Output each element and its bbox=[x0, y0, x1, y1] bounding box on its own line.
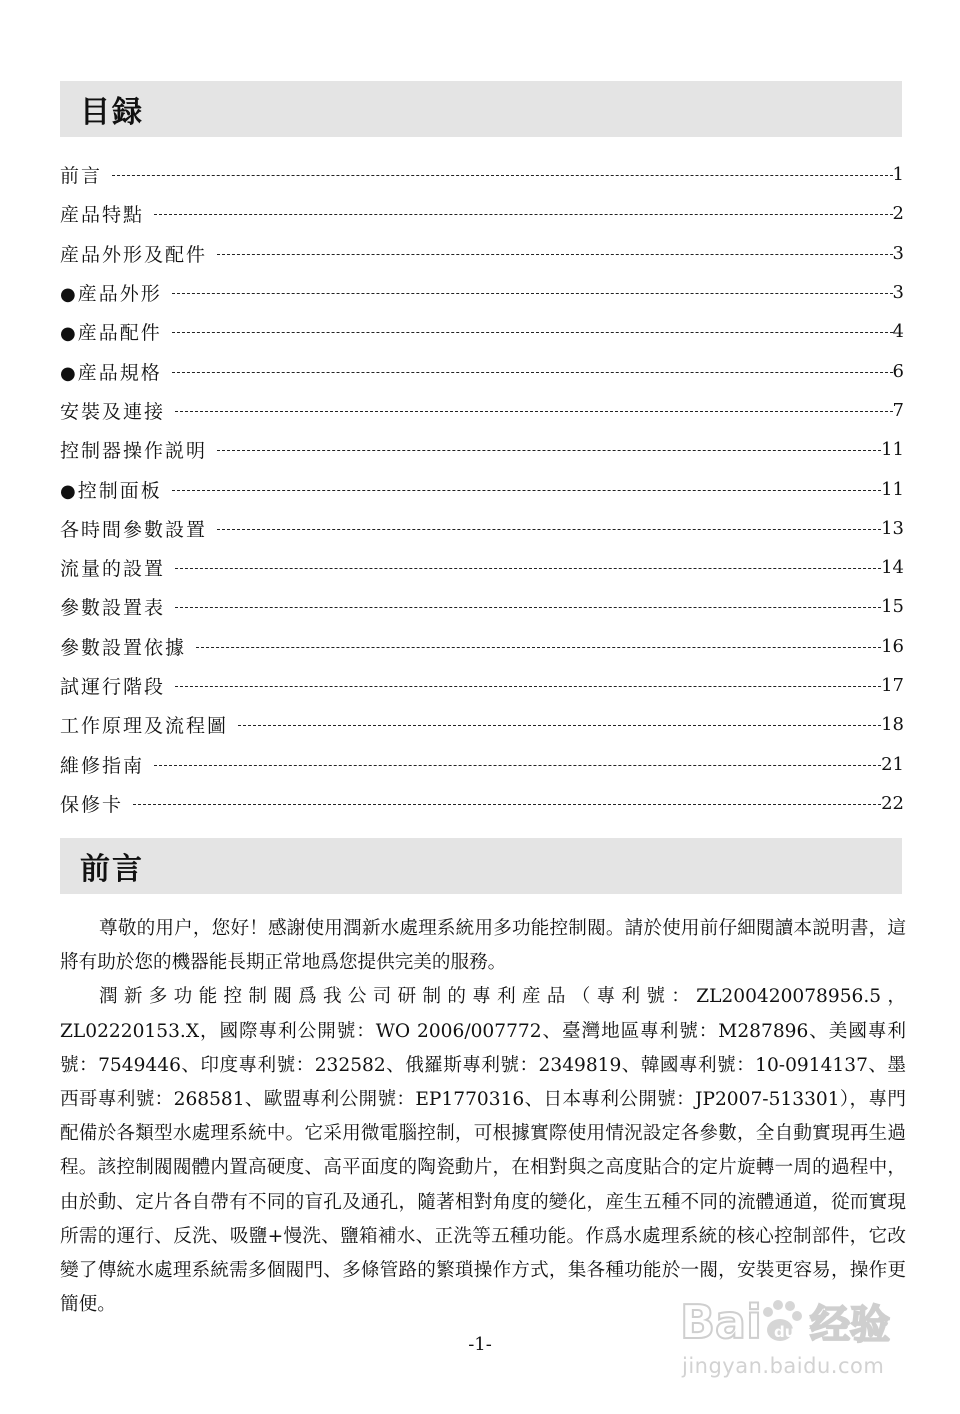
preface-header bbox=[60, 838, 902, 894]
preface-paragraph-1: 尊敬的用户，您好！感謝使用潤新水處理系統用多功能控制閥。請於使用前仔細閱讀本説明書，這將有助於您的機器能長期正常地爲您提供完美的服務。 bbox=[60, 918, 906, 974]
toc-entry-text: 保修卡 bbox=[60, 793, 124, 816]
toc-leader-line bbox=[217, 529, 881, 530]
toc-entry-page: 22 bbox=[881, 792, 904, 814]
toc-entry-label bbox=[60, 279, 162, 306]
preface-paragraph-2: 潤新多功能控制閥爲我公司研制的專利産品（專利號：ZL200420078956.5，ZL02220153.X，國際專利公開號：WO 2006/007772、臺灣地區專利號：M287896、美國專利號：7549446、印度專利號：232582、俄羅斯專利號：2349819、韓國專利號：10-0914137、墨西哥專利號：268581、歐盟專利公開號：EP1770316、日本專利公開號：JP2007-513301），專門配備於各類型水處理系統中。它采用微電腦控制，可根據實際使用情況設定各參數，全自動實現再生過程。該控制閥閥體内置高硬度、高平面度的陶瓷動片，在相對與之高度貼合的定片旋轉一周的過程中，由於動、定片各自帶有不同的盲孔及通孔，隨著相對角度的變化，産生五種不同的流體通道，從而實現所需的運行、反洗、吸鹽+慢洗、鹽箱補水、正洗等五種功能。作爲水處理系統的核心控制部件，它改變了傳統水處理系統需多個閥門、多條管路的繁瑣操作方式，集各種功能於一閥，安裝更容易，操作更簡便。 bbox=[60, 986, 906, 1316]
toc-entry-text: 控制面板 bbox=[77, 479, 162, 502]
toc-entry-page: 11 bbox=[881, 439, 904, 461]
toc-entry-text: 工作原理及流程圖 bbox=[60, 715, 229, 738]
toc-entry-label bbox=[60, 318, 162, 345]
toc-entry-text: 控制器操作説明 bbox=[60, 440, 208, 463]
toc-entry-text: 各時間參數設置 bbox=[60, 518, 208, 541]
toc-list bbox=[60, 155, 904, 823]
toc-entry bbox=[60, 509, 904, 548]
toc-entry-label bbox=[60, 711, 228, 738]
toc-entry bbox=[60, 351, 904, 390]
toc-entry bbox=[60, 744, 904, 783]
toc-entry-text: 參數設置依據 bbox=[60, 636, 187, 659]
toc-entry-text: 維修指南 bbox=[60, 754, 145, 777]
toc-entry bbox=[60, 273, 904, 312]
toc-entry bbox=[60, 548, 904, 587]
toc-entry-text: 産品外形及配件 bbox=[60, 243, 208, 266]
toc-leader-line bbox=[238, 725, 881, 726]
toc-entry bbox=[60, 234, 904, 273]
toc-leader-line bbox=[154, 765, 881, 766]
toc-entry bbox=[60, 469, 904, 508]
toc-entry-label bbox=[60, 751, 144, 778]
toc-entry-page: 11 bbox=[881, 478, 904, 500]
toc-leader-line bbox=[172, 332, 893, 333]
toc-entry bbox=[60, 587, 904, 626]
toc-entry-page: 3 bbox=[892, 242, 904, 264]
svg-text:du: du bbox=[774, 1323, 796, 1341]
toc-entry-page: 15 bbox=[881, 596, 904, 618]
preface-body bbox=[60, 912, 906, 1322]
bullet-icon: ● bbox=[60, 362, 76, 384]
toc-entry bbox=[60, 627, 904, 666]
toc-entry-label bbox=[60, 397, 165, 424]
toc-entry-page: 21 bbox=[881, 753, 904, 775]
toc-entry-text: 參數設置表 bbox=[60, 597, 166, 620]
baidu-watermark bbox=[676, 1292, 916, 1402]
page-number: -1- bbox=[468, 1334, 492, 1355]
toc-leader-line bbox=[175, 411, 893, 412]
toc-entry bbox=[60, 784, 904, 823]
toc-entry-page: 4 bbox=[892, 321, 904, 343]
svg-text:Bai: Bai bbox=[680, 1295, 762, 1349]
toc-entry-label bbox=[60, 240, 207, 267]
toc-entry-page: 18 bbox=[881, 714, 904, 736]
toc-entry-page: 6 bbox=[892, 360, 904, 382]
toc-entry-text: 産品配件 bbox=[77, 322, 162, 345]
toc-entry-text: 前言 bbox=[60, 165, 103, 188]
toc-header bbox=[60, 81, 902, 137]
toc-leader-line bbox=[175, 568, 881, 569]
bullet-icon: ● bbox=[60, 284, 76, 306]
toc-entry bbox=[60, 194, 904, 233]
toc-entry bbox=[60, 705, 904, 744]
toc-entry-page: 1 bbox=[892, 164, 904, 186]
toc-leader-line bbox=[172, 372, 893, 373]
watermark-url: jingyan.baidu.com bbox=[682, 1354, 885, 1378]
toc-entry-label bbox=[60, 161, 102, 188]
toc-entry-label bbox=[60, 476, 162, 503]
toc-entry-label bbox=[60, 436, 207, 463]
toc-entry-page: 7 bbox=[892, 399, 904, 421]
toc-title: 目録 bbox=[80, 95, 144, 130]
toc-entry-page: 2 bbox=[892, 203, 904, 225]
toc-entry bbox=[60, 155, 904, 194]
toc-entry bbox=[60, 391, 904, 430]
toc-leader-line bbox=[217, 450, 881, 451]
preface-title: 前言 bbox=[80, 852, 144, 887]
toc-entry bbox=[60, 312, 904, 351]
toc-leader-line bbox=[175, 686, 881, 687]
toc-entry-page: 16 bbox=[881, 635, 904, 657]
toc-entry-text: 産品外形 bbox=[77, 283, 162, 306]
toc-entry-text: 安裝及連接 bbox=[60, 400, 166, 423]
toc-entry bbox=[60, 666, 904, 705]
toc-entry-label bbox=[60, 672, 165, 699]
toc-entry-label bbox=[60, 554, 165, 581]
toc-entry-label bbox=[60, 790, 123, 817]
toc-leader-line bbox=[112, 175, 893, 176]
toc-entry-label bbox=[60, 633, 186, 660]
toc-entry-label bbox=[60, 200, 144, 227]
toc-entry-label bbox=[60, 515, 207, 542]
toc-entry-page: 13 bbox=[881, 517, 904, 539]
toc-entry-text: 産品規格 bbox=[77, 361, 162, 384]
svg-text:经验: 经验 bbox=[810, 1302, 890, 1348]
toc-entry-text: 試運行階段 bbox=[60, 676, 166, 698]
toc-leader-line bbox=[133, 804, 881, 805]
bullet-icon: ● bbox=[60, 480, 76, 502]
bullet-icon: ● bbox=[60, 323, 76, 345]
toc-leader-line bbox=[172, 490, 881, 491]
toc-leader-line bbox=[154, 214, 893, 215]
toc-entry-page: 3 bbox=[892, 282, 904, 304]
toc-entry-page: 17 bbox=[881, 675, 904, 696]
toc-entry-label bbox=[60, 358, 162, 385]
baidu-logo-icon bbox=[676, 1292, 916, 1352]
toc-leader-line bbox=[172, 293, 893, 294]
toc-leader-line bbox=[175, 607, 881, 608]
toc-leader-line bbox=[196, 647, 881, 648]
toc-leader-line bbox=[217, 254, 893, 255]
toc-entry-text: 産品特點 bbox=[60, 204, 145, 227]
toc-entry bbox=[60, 430, 904, 469]
toc-entry-page: 14 bbox=[881, 557, 904, 579]
toc-entry-label bbox=[60, 593, 165, 620]
toc-entry-text: 流量的設置 bbox=[60, 558, 166, 581]
